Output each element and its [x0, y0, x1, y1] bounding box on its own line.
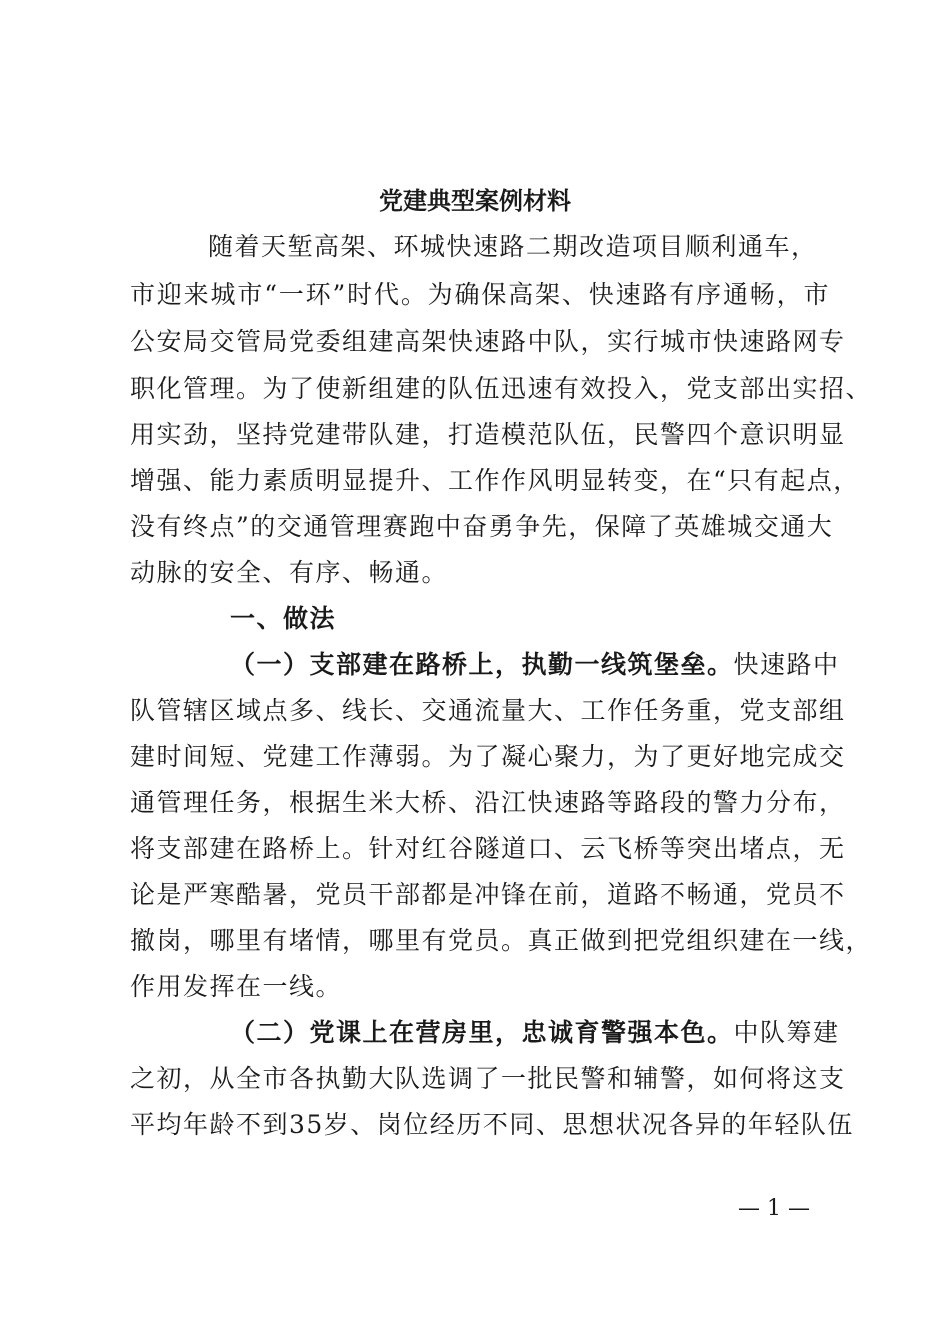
paragraph-line: 动脉的安全、有序、畅通。: [130, 558, 449, 587]
paragraph-line: 建时间短、党建工作薄弱。为了凝心聚力，为了更好地完成交: [130, 742, 846, 771]
subsection-first-line: [230, 648, 840, 682]
paragraph-line: 市迎来城市“一环”时代。为确保高架、快速路有序通畅，市: [130, 280, 830, 309]
paragraph-line: 用实劲，坚持党建带队建，打造模范队伍，民警四个意识明显: [130, 420, 846, 449]
paragraph-line: 平均年龄不到35岁、岗位经历不同、思想状况各异的年轻队伍: [130, 1110, 854, 1139]
subsection-heading: （二）党课上在营房里，忠诚育警强本色。: [230, 1018, 734, 1047]
paragraph-line: 职化管理。为了使新组建的队伍迅速有效投入，党支部出实招、: [130, 374, 873, 403]
paragraph-line: 之初，从全市各执勤大队选调了一批民警和辅警，如何将这支: [130, 1064, 846, 1093]
paragraph-line: 增强、能力素质明显提升、工作作风明显转变，在“只有起点，: [130, 466, 860, 495]
subsection-text: 中队筹建: [733, 1018, 840, 1047]
page-number: — 1 —: [738, 1196, 810, 1221]
paragraph-line: 公安局交管局党委组建高架快速路中队，实行城市快速路网专: [130, 327, 846, 356]
paragraph-line: 将支部建在路桥上。针对红谷隧道口、云飞桥等突出堵点，无: [130, 834, 846, 863]
subsection-text: 快速路中: [733, 650, 840, 679]
paragraph-line: 论是严寒酷暑，党员干部都是冲锋在前，道路不畅通，党员不: [130, 880, 846, 909]
paragraph-line: 撤岗，哪里有堵情，哪里有党员。真正做到把党组织建在一线，: [130, 926, 873, 955]
subsection-heading: （一）支部建在路桥上，执勤一线筑堡垒。: [230, 650, 734, 679]
paragraph-line: 队管辖区域点多、线长、交通流量大、工作任务重，党支部组: [130, 696, 846, 725]
paragraph-line: 随着天堑高架、环城快速路二期改造项目顺利通车，: [208, 232, 818, 261]
document-title: 党建典型案例材料: [379, 186, 571, 215]
paragraph-line: 通管理任务，根据生米大桥、沿江快速路等路段的警力分布，: [130, 788, 846, 817]
subsection-first-line: [230, 1016, 840, 1050]
section-heading: 一、做法: [230, 604, 337, 633]
paragraph-line: 作用发挥在一线。: [130, 972, 343, 1001]
paragraph-line: 没有终点”的交通管理赛跑中奋勇争先，保障了英雄城交通大: [130, 512, 834, 541]
